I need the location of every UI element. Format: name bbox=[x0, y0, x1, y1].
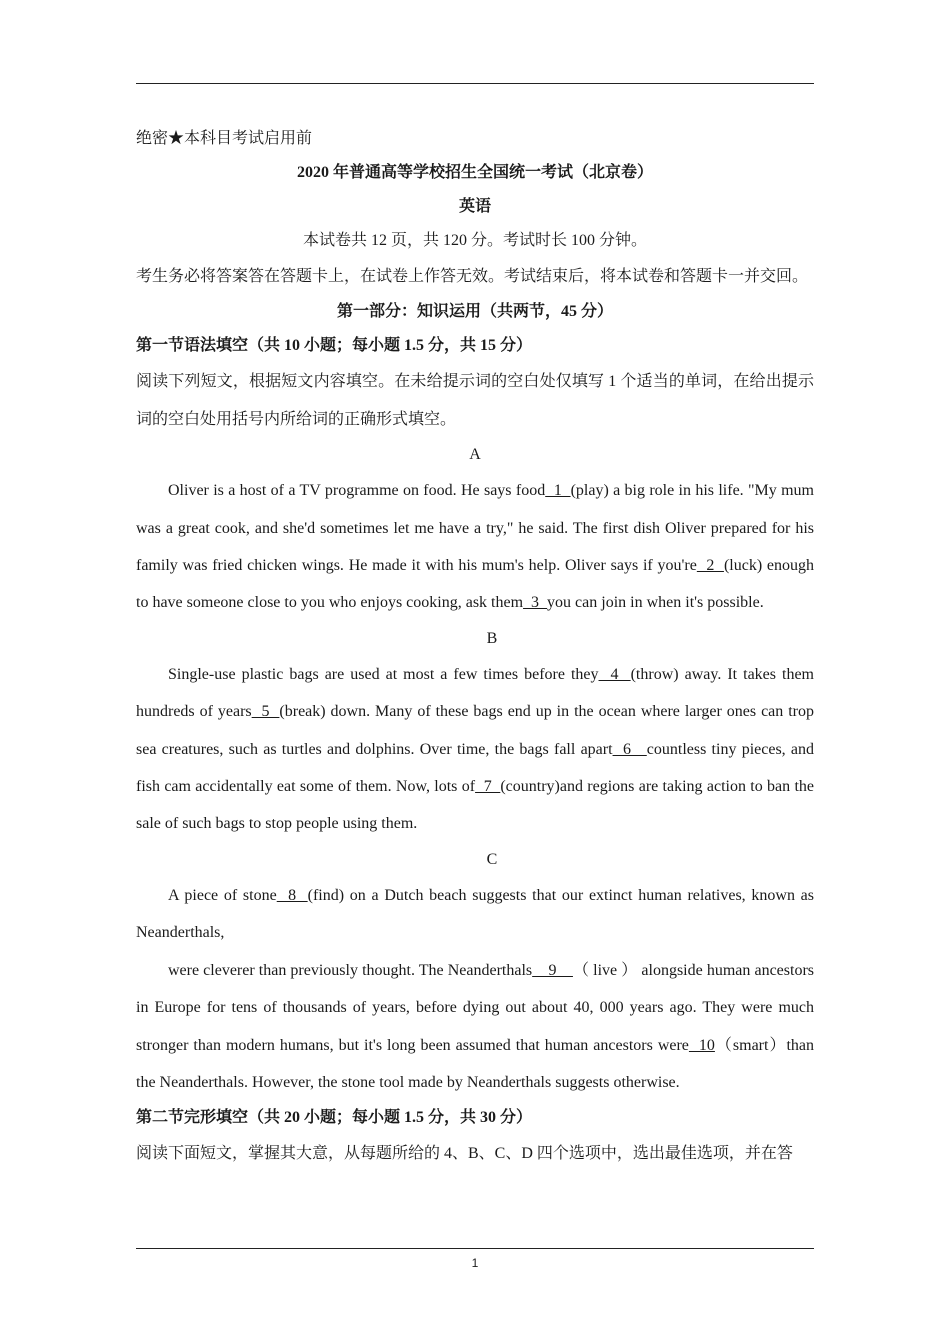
passage-c-part1 bbox=[136, 877, 814, 952]
exam-instructions: 考生务必将答案答在答题卡上，在试卷上作答无效。考试结束后，将本试卷和答题卡一并交回。 bbox=[136, 268, 809, 285]
subject-title: 英语 bbox=[458, 198, 491, 215]
exam-title: 2020 年普通高等学校招生全国统一考试（北京卷） bbox=[296, 164, 653, 181]
exam-info: 本试卷共 12 页，共 120 分。考试时长 100 分钟。 bbox=[302, 232, 647, 249]
passage-text: were cleverer than previously thought. The Neanderthals bbox=[168, 961, 533, 979]
passage-text: Oliver is a host of a TV programme on food. He says food bbox=[168, 482, 546, 500]
section1-title: 第一节语法填空（共 10 小题；每小题 1.5 分，共 15 分） bbox=[136, 337, 533, 355]
section2-instructions: 阅读下面短文，掌握其大意，从每题所给的 4、B、C、D 四个选项中，选出最佳选项，并在答 bbox=[136, 1145, 793, 1163]
blank-2: 2 bbox=[696, 557, 724, 575]
blank-1: 1 bbox=[545, 482, 571, 500]
blank-10: 10 bbox=[688, 1036, 715, 1054]
blank-6: 6 bbox=[612, 740, 647, 758]
blank-9: 9 bbox=[532, 961, 573, 979]
passage-text: （smart）than the Neanderthals. However, the stone tool made by Neanderthals suggests otherwise. bbox=[136, 1036, 814, 1091]
document-body bbox=[136, 122, 814, 1173]
footer-rule bbox=[136, 1248, 814, 1249]
page-number: 1 bbox=[471, 1256, 479, 1270]
passage-a bbox=[136, 472, 814, 622]
section2-title: 第二节完形填空（共 20 小题；每小题 1.5 分，共 30 分） bbox=[136, 1109, 533, 1127]
passage-text: （ live ） alongside human ancestors in Europe for tens of thousands of years, before dying out about 40, 000 years ago. They were much stronger than modern humans, but it's long been assumed that human ancestors were bbox=[136, 961, 815, 1054]
blank-5: 5 bbox=[251, 703, 280, 721]
passage-text: (throw) away. It takes them hundreds of years bbox=[136, 665, 815, 721]
passage-text: (find) on a Dutch beach suggests that our extinct human relatives, known as Neanderthals, bbox=[136, 886, 815, 942]
passage-c-part2 bbox=[136, 952, 814, 1102]
passage-a-label: A bbox=[469, 446, 481, 464]
passage-text: Single-use plastic bags are used at most a few times before they bbox=[168, 665, 599, 683]
passage-text: you can join in when it's possible. bbox=[547, 594, 764, 612]
section1-instructions: 阅读下列短文，根据短文内容填空。在未给提示词的空白处仅填写 1 个适当的单词，在给出提示词的空白处用括号内所给词的正确形式填空。 bbox=[136, 373, 814, 428]
header-rule bbox=[136, 83, 814, 84]
passage-text: (luck) enough to have someone close to you who enjoys cooking, ask them bbox=[136, 557, 815, 612]
blank-8: 8 bbox=[276, 886, 308, 904]
passage-b-label: B bbox=[486, 629, 498, 647]
passage-b bbox=[136, 656, 814, 843]
blank-3: 3 bbox=[523, 594, 548, 612]
blank-7: 7 bbox=[475, 778, 501, 796]
passage-c-label: C bbox=[486, 850, 498, 868]
passage-text: (country)and regions are taking action to ban the sale of such bags to stop people using them. bbox=[136, 778, 815, 833]
blank-4: 4 bbox=[598, 665, 631, 683]
secrecy-label: 绝密★本科目考试启用前 bbox=[136, 130, 313, 147]
part1-title: 第一部分：知识运用（共两节，45 分） bbox=[336, 303, 613, 321]
passage-text: (play) a big role in his life. "My mum was a great cook, and she'd sometimes let me have a try," he said. The first dish Oliver prepared for his family was fried chicken wings. He made it with his mum's help. Oliver says if you're bbox=[136, 482, 814, 575]
passage-text: countless tiny pieces, and fish cam accidentally eat some of them. Now, lots of bbox=[136, 740, 815, 796]
passage-text: A piece of stone bbox=[168, 886, 277, 904]
passage-text: (break) down. Many of these bags end up in the ocean where larger ones can trop sea creatures, such as turtles and dolphins. Over time, the bags fall apart bbox=[136, 703, 815, 758]
